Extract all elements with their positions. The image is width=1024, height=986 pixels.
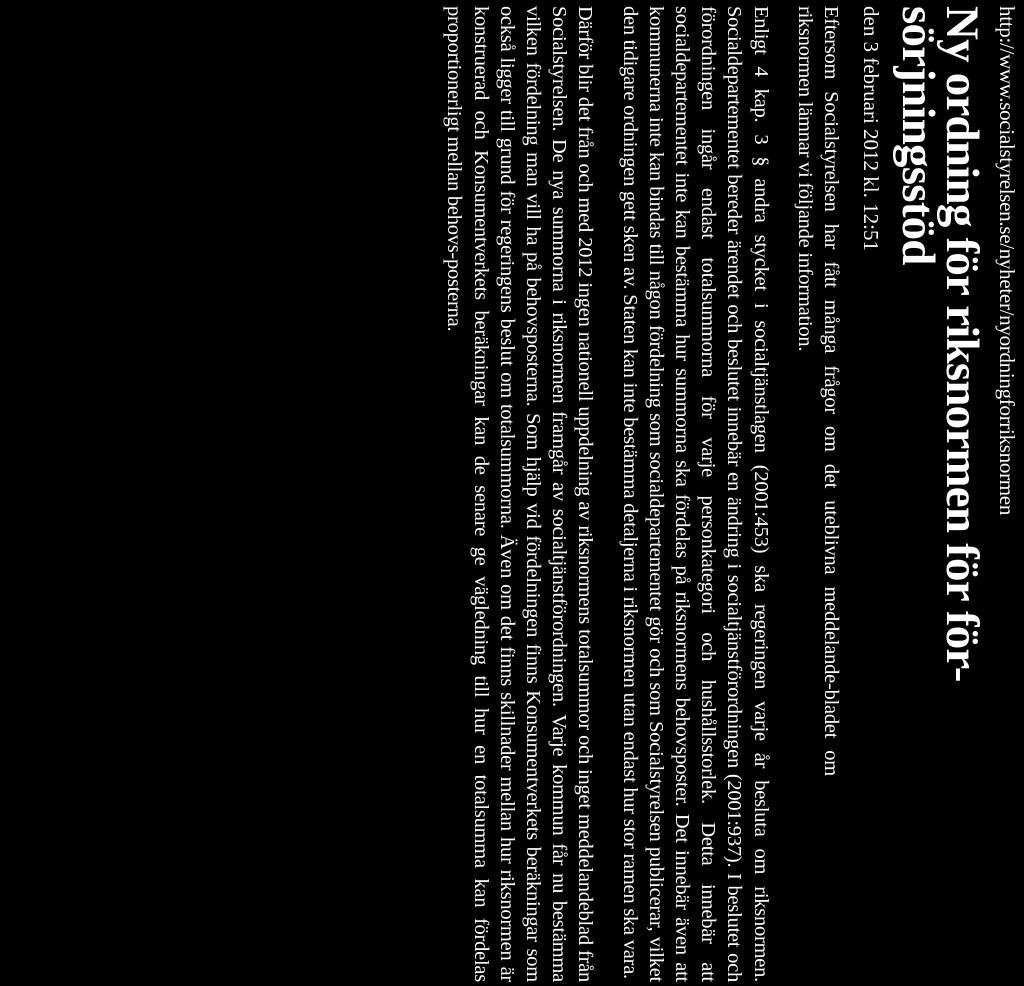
body-paragraph-1: Enligt 4 kap. 3 § andra stycket i socialtjänstlagen (2001:453) ska regeringen varje år besluta om riksnormen. Socialdepartementet bereder ärendet och beslutet innebär en ändring i socialtjänstförordningen (2001:937). I beslutet och förordningen ingår endast totalsummorna för varje personkategori och hushållsstorlek. Detta innebär att socialdepartementet inte kan bestämma hur summorna ska fördelas på riksnormens behovsposter. Det innebär även att kommunerna inte kan bindas till någon fördelning som socialdepartementet gör och som Socialstyrelsen publicerar, vilket den tidigare ordningen gett sken av. Staten kan inte bestämma detaljerna i riksnormen utan endast hur stor ramen ska vara. [618, 6, 772, 982]
publish-date: den 3 februari 2012 kl. 12:51 [859, 6, 883, 251]
intro-paragraph: Eftersom Socialstyrelsen har fått många frågor om det uteblivna meddelande-bladet om riksnormen lämnar vi följande information. [793, 6, 842, 776]
source-url: http://www.socialstyrelsen.se/nyheter/nyordningforriksnormen [995, 6, 1019, 516]
body-paragraph-2: Därför blir det från och med 2012 ingen nationell uppdelning av riksnormens totalsummor och inget meddelandeblad från Socialstyrelsen. De nya summorna i riksnormen framgår av socialtjänstförordningen. Varje kommun får nu bestämma vilken fördelning man vill ha på behovsposterna. Som hjälp vid fördelningen finns Konsumentverkets beräkningar som också ligger till grund för regeringens beslut om totalsummorna. Även om det finns skillnader mellan hur riksnormen är konstruerad och Konsumentverkets beräkningar kan de senare ge vägledning till hur en totalsumma kan fördelas proportionerligt mellan behovs-posterna. [443, 6, 597, 982]
page-title: Ny ordning för riksnormen för för-sörjningsstöd [892, 6, 988, 682]
